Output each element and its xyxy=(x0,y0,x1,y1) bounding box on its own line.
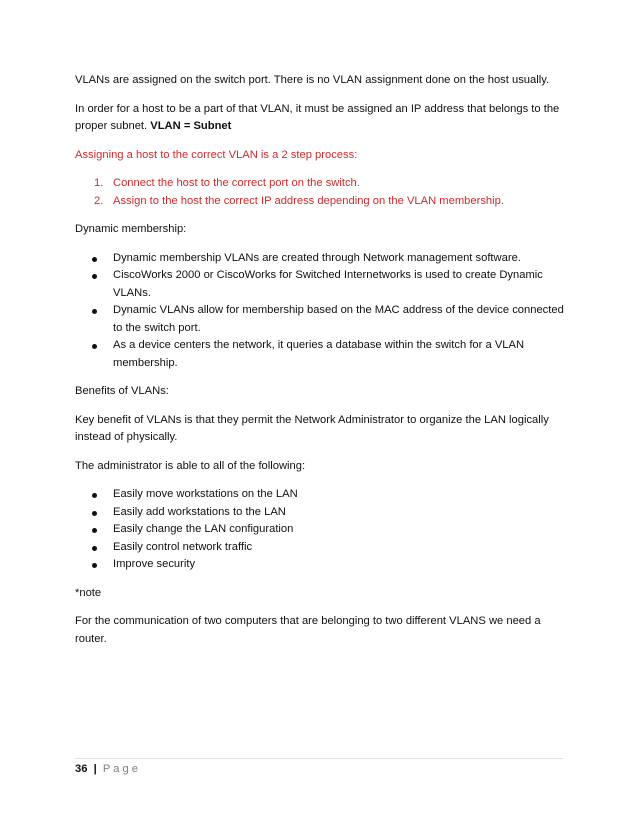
bullet-icon xyxy=(92,344,97,349)
paragraph-router: For the communication of two computers that are belonging to two different VLANS we need a router. xyxy=(75,615,541,645)
bullet-icon xyxy=(92,563,97,568)
bullet-icon xyxy=(92,309,97,314)
step-text: Assign to the host the correct IP address depending on the VLAN membership. xyxy=(113,194,504,207)
list-item-text: Dynamic VLANs allow for membership based on the MAC address of the device connected to the switch port. xyxy=(113,304,564,334)
paragraph-note: *note xyxy=(75,586,102,599)
list-item-text: Improve security xyxy=(113,558,196,570)
steps-list xyxy=(75,175,575,210)
list-item xyxy=(75,302,575,337)
step-text: Connect the host to the correct port on the switch. xyxy=(113,177,360,189)
list-item xyxy=(75,486,575,504)
step-number: 2. xyxy=(94,194,104,207)
paragraph-host-subnet xyxy=(75,101,575,136)
paragraph-host-subnet-text: In order for a host to be a part of that VLAN, it must be assigned an IP address that belongs to the proper subnet. xyxy=(75,102,560,132)
paragraph-dynamic-membership: Dynamic membership: xyxy=(75,223,187,235)
list-item xyxy=(75,556,575,574)
page-body xyxy=(75,72,575,659)
list-item-text: Easily add workstations to the LAN xyxy=(113,505,286,518)
list-item-text: Dynamic membership VLANs are created through Network management software. xyxy=(113,251,521,264)
list-item-text: Easily control network traffic xyxy=(113,540,253,553)
bullet-icon xyxy=(92,493,97,498)
dynamic-membership-list xyxy=(75,250,575,373)
bullet-icon xyxy=(92,257,97,262)
list-item-text: As a device centers the network, it queries a database within the switch for a VLAN membership. xyxy=(113,339,525,369)
paragraph-vlan-assignment: VLANs are assigned on the switch port. There is no VLAN assignment done on the host usually. xyxy=(75,74,550,86)
list-item-text: CiscoWorks 2000 or CiscoWorks for Switched Internetworks is used to create Dynamic VLANs. xyxy=(113,269,543,299)
list-item xyxy=(75,267,575,302)
paragraph-benefits-heading: Benefits of VLANs: xyxy=(75,385,169,397)
list-item-text: Easily move workstations on the LAN xyxy=(113,488,298,500)
page-footer xyxy=(75,758,563,775)
list-item xyxy=(75,175,575,193)
list-item xyxy=(75,193,575,211)
list-item xyxy=(75,337,575,372)
bullet-icon xyxy=(92,546,97,551)
vlan-subnet-emphasis: VLAN = Subnet xyxy=(150,120,232,132)
list-item xyxy=(75,504,575,522)
paragraph-administrator: The administrator is able to all of the following: xyxy=(75,459,306,472)
paragraph-key-benefit: Key benefit of VLANs is that they permit the Network Administrator to organize the LAN logically instead of physically. xyxy=(75,413,549,443)
page-number: 36 xyxy=(75,763,88,775)
page-word: Page xyxy=(102,763,141,775)
list-item xyxy=(75,250,575,268)
footer-separator: | xyxy=(93,763,97,775)
step-number: 1. xyxy=(94,177,104,189)
list-item xyxy=(75,539,575,557)
list-item xyxy=(75,521,575,539)
administrator-list xyxy=(75,486,575,574)
paragraph-two-step: Assigning a host to the correct VLAN is a 2 step process: xyxy=(75,148,358,161)
bullet-icon xyxy=(92,511,97,516)
bullet-icon xyxy=(92,274,97,279)
bullet-icon xyxy=(92,528,97,533)
list-item-text: Easily change the LAN configuration xyxy=(113,523,294,535)
